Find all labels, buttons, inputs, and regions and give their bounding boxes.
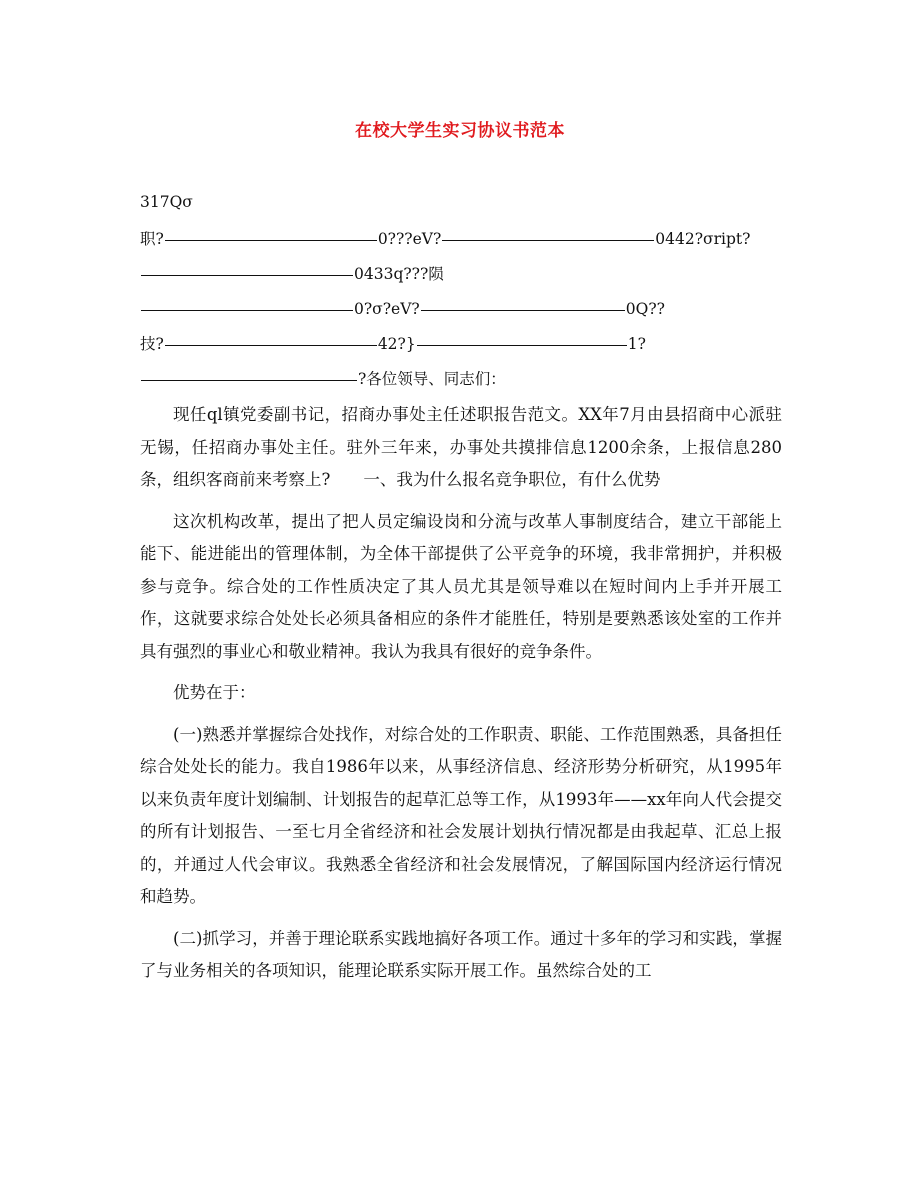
garbled-line-6 [140, 368, 800, 390]
garbled-text: 1? [627, 335, 646, 353]
garbled-line-2 [140, 228, 800, 250]
document-title: 在校大学生实习协议书范本 [355, 121, 565, 141]
garbled-line-5 [140, 333, 800, 355]
paragraph: 这次机构改革，提出了把人员定编设岗和分流与改革人事制度结合，建立干部能上能下、能进能出的管理体制，为全体干部提供了公平竞争的环境，我非常拥护，并积极参与竞争。综合处的工作性质决定了其人员尤其是领导难以在短时间内上手并开展工作，这就要求综合处处长必须具备相应的条件才能胜任，特别是要熟悉该处室的工作并具有强烈的事业心和敬业精神。我认为我具有很好的竞争条件。 [140, 511, 782, 661]
garbled-text: 0442?σript? [655, 230, 751, 248]
garbled-text: 0?σ?eV? [354, 300, 420, 318]
document-body [140, 399, 782, 997]
paragraph: (二)抓学习，并善于理论联系实践地搞好各项工作。通过十多年的学习和实践，掌握了与业务相关的各项知识，能理论联系实际开展工作。虽然综合处的工 [140, 928, 782, 980]
garbled-text: 317Qσ [140, 193, 193, 211]
garbled-line-3 [140, 263, 800, 285]
horizontal-rule [421, 310, 625, 311]
horizontal-rule [417, 345, 627, 346]
horizontal-rule [165, 240, 377, 241]
paragraph: 优势在于： [173, 683, 256, 702]
garbled-line-4 [140, 298, 800, 320]
horizontal-rule [141, 310, 353, 311]
garbled-text: 职? [140, 230, 164, 248]
garbled-text: 技? [140, 335, 164, 353]
garbled-text: ?各位领导、同志们： [358, 370, 506, 388]
paragraph: 现任ql镇党委副书记，招商办事处主任述职报告范文。XX年7月由县招商中心派驻无锡，任招商办事处主任。驻外三年来，办事处共摸排信息1200余条，上报信息280条，组织客商前来考察上? 一、我为什么报名竞争职位，有什么优势 [140, 405, 782, 489]
horizontal-rule [442, 240, 654, 241]
horizontal-rule [165, 345, 377, 346]
garbled-text: 0433q???陨 [354, 265, 444, 283]
garbled-text: 0Q?? [625, 300, 665, 318]
garbled-text: 0???eV? [377, 230, 442, 248]
garbled-text: 42?} [377, 335, 416, 353]
horizontal-rule [141, 380, 357, 381]
horizontal-rule [141, 275, 353, 276]
paragraph: (一)熟悉并掌握综合处找作，对综合处的工作职责、职能、工作范围熟悉，具备担任综合处处长的能力。我自1986年以来，从事经济信息、经济形势分析研究，从1995年以来负责年度计划编制、计划报告的起草汇总等工作，从1993年——xx年向人代会提交的所有计划报告、一至七月全省经济和社会发展计划执行情况都是由我起草、汇总上报的，并通过人代会审议。我熟悉全省经济和社会发展情况，了解国际国内经济运行情况和趋势。 [140, 724, 782, 906]
garbled-line-1 [140, 191, 800, 213]
